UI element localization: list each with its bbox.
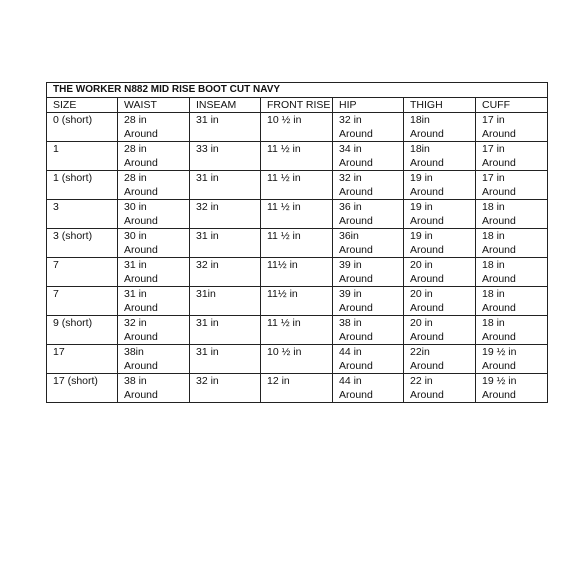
cell-text: Around xyxy=(339,302,373,314)
cell-hip xyxy=(333,258,404,287)
cell-text: 11½ in xyxy=(267,288,298,300)
cell-text: 18in xyxy=(410,114,430,126)
cell-text: 44 in xyxy=(339,346,362,358)
cell-text: 11 ½ in xyxy=(267,201,301,213)
cell-hip xyxy=(333,229,404,258)
cell-size xyxy=(47,316,118,345)
cell-text: 18 in xyxy=(482,317,505,329)
cell-text: 38 in xyxy=(339,317,362,329)
cell-text: Around xyxy=(124,128,158,140)
cell-text: 30 in xyxy=(124,230,147,242)
cell-text: 12 in xyxy=(267,375,290,387)
cell-hip xyxy=(333,200,404,229)
cell-thigh xyxy=(404,229,476,258)
cell-size xyxy=(47,258,118,287)
cell-text: 10 ½ in xyxy=(267,346,302,358)
cell-text: Around xyxy=(124,331,158,343)
cell-hip xyxy=(333,287,404,316)
cell-text: Around xyxy=(339,186,373,198)
cell-text: 28 in xyxy=(124,143,147,155)
cell-front-rise xyxy=(261,316,333,345)
cell-text: Around xyxy=(339,215,373,227)
cell-hip xyxy=(333,345,404,374)
cell-text: Around xyxy=(482,360,516,372)
cell-text: 18 in xyxy=(482,201,505,213)
cell-hip xyxy=(333,316,404,345)
cell-text: 19 in xyxy=(410,172,433,184)
cell-text: 11½ in xyxy=(267,259,298,271)
cell-text: 31 in xyxy=(196,346,219,358)
cell-text: Around xyxy=(339,331,373,343)
cell-text: Around xyxy=(482,186,516,198)
cell-text: Around xyxy=(482,157,516,169)
cell-text: 19 ½ in xyxy=(482,346,517,358)
cell-text: 33 in xyxy=(196,143,219,155)
cell-text: 38 in xyxy=(124,375,147,387)
cell-text: Around xyxy=(410,244,444,256)
header-thigh: THIGH xyxy=(404,98,476,113)
cell-text: 11 ½ in xyxy=(267,172,301,184)
cell-text: 31 in xyxy=(124,259,147,271)
cell-text: Around xyxy=(482,244,516,256)
cell-inseam xyxy=(190,229,261,258)
cell-text: 32 in xyxy=(339,172,362,184)
cell-text: Around xyxy=(124,244,158,256)
cell-text: Around xyxy=(124,389,158,401)
cell-text: 1 xyxy=(53,143,59,155)
cell-thigh xyxy=(404,171,476,200)
cell-text: 17 in xyxy=(482,172,505,184)
cell-text: 18in xyxy=(410,143,430,155)
table-row xyxy=(47,171,548,200)
table-row xyxy=(47,374,548,403)
cell-waist xyxy=(118,345,190,374)
cell-front-rise xyxy=(261,171,333,200)
cell-text: Around xyxy=(410,360,444,372)
header-front-rise: FRONT RISE xyxy=(261,98,333,113)
cell-waist xyxy=(118,113,190,142)
cell-text: 10 ½ in xyxy=(267,114,302,126)
cell-thigh xyxy=(404,287,476,316)
cell-text: Around xyxy=(339,360,373,372)
cell-cuff xyxy=(476,345,548,374)
cell-size xyxy=(47,374,118,403)
cell-text: Around xyxy=(124,186,158,198)
cell-text: 11 ½ in xyxy=(267,317,301,329)
cell-text: 30 in xyxy=(124,201,147,213)
cell-cuff xyxy=(476,258,548,287)
cell-thigh xyxy=(404,258,476,287)
cell-text: 0 (short) xyxy=(53,114,93,126)
table-title: THE WORKER N882 MID RISE BOOT CUT NAVY xyxy=(47,83,548,98)
cell-text: Around xyxy=(410,215,444,227)
cell-text: 32 in xyxy=(339,114,362,126)
table-row xyxy=(47,229,548,258)
cell-inseam xyxy=(190,200,261,229)
cell-waist xyxy=(118,316,190,345)
cell-text: Around xyxy=(339,273,373,285)
cell-text: 36 in xyxy=(339,201,362,213)
cell-cuff xyxy=(476,287,548,316)
cell-text: Around xyxy=(339,128,373,140)
cell-text: 31 in xyxy=(196,317,219,329)
cell-text: 7 xyxy=(53,259,59,271)
cell-thigh xyxy=(404,142,476,171)
cell-text: 17 (short) xyxy=(53,375,98,387)
cell-text: 31 in xyxy=(124,288,147,300)
cell-text: Around xyxy=(482,302,516,314)
cell-inseam xyxy=(190,171,261,200)
cell-size xyxy=(47,345,118,374)
cell-waist xyxy=(118,374,190,403)
cell-text: 19 ½ in xyxy=(482,375,517,387)
cell-inseam xyxy=(190,374,261,403)
cell-text: Around xyxy=(482,215,516,227)
cell-text: Around xyxy=(339,244,373,256)
cell-inseam xyxy=(190,345,261,374)
cell-text: 9 (short) xyxy=(53,317,93,329)
cell-text: 17 xyxy=(53,346,65,358)
cell-hip xyxy=(333,171,404,200)
cell-front-rise xyxy=(261,258,333,287)
table-row xyxy=(47,113,548,142)
cell-text: 19 in xyxy=(410,201,433,213)
cell-size xyxy=(47,200,118,229)
header-cuff: CUFF xyxy=(476,98,548,113)
cell-hip xyxy=(333,374,404,403)
title-row xyxy=(47,83,548,98)
cell-text: 44 in xyxy=(339,375,362,387)
table-row xyxy=(47,258,548,287)
cell-text: 11 ½ in xyxy=(267,230,301,242)
table-row xyxy=(47,142,548,171)
cell-inseam xyxy=(190,142,261,171)
cell-text: Around xyxy=(410,331,444,343)
cell-text: 31 in xyxy=(196,172,219,184)
cell-text: Around xyxy=(482,128,516,140)
cell-waist xyxy=(118,258,190,287)
cell-text: Around xyxy=(482,331,516,343)
cell-text: 20 in xyxy=(410,259,433,271)
cell-front-rise xyxy=(261,200,333,229)
cell-text: 38in xyxy=(124,346,144,358)
cell-text: 34 in xyxy=(339,143,362,155)
cell-cuff xyxy=(476,200,548,229)
table-row xyxy=(47,316,548,345)
table-row xyxy=(47,345,548,374)
table-row xyxy=(47,200,548,229)
cell-text: 32 in xyxy=(124,317,147,329)
cell-thigh xyxy=(404,316,476,345)
cell-text: Around xyxy=(410,389,444,401)
cell-hip xyxy=(333,142,404,171)
cell-cuff xyxy=(476,374,548,403)
cell-text: 28 in xyxy=(124,114,147,126)
header-inseam: INSEAM xyxy=(190,98,261,113)
cell-front-rise xyxy=(261,113,333,142)
cell-text: Around xyxy=(124,360,158,372)
cell-text: 22in xyxy=(410,346,430,358)
cell-inseam xyxy=(190,113,261,142)
cell-cuff xyxy=(476,171,548,200)
cell-cuff xyxy=(476,142,548,171)
cell-text: 18 in xyxy=(482,288,505,300)
cell-inseam xyxy=(190,316,261,345)
header-waist: WAIST xyxy=(118,98,190,113)
cell-size xyxy=(47,229,118,258)
cell-thigh xyxy=(404,113,476,142)
cell-text: 18 in xyxy=(482,230,505,242)
cell-text: Around xyxy=(410,302,444,314)
cell-inseam xyxy=(190,287,261,316)
cell-front-rise xyxy=(261,142,333,171)
cell-text: 31 in xyxy=(196,230,219,242)
cell-text: 7 xyxy=(53,288,59,300)
cell-text: Around xyxy=(410,186,444,198)
cell-text: 3 xyxy=(53,201,59,213)
cell-front-rise xyxy=(261,229,333,258)
cell-size xyxy=(47,171,118,200)
cell-text: Around xyxy=(124,302,158,314)
cell-cuff xyxy=(476,113,548,142)
cell-text: 20 in xyxy=(410,317,433,329)
cell-thigh xyxy=(404,374,476,403)
cell-text: 36in xyxy=(339,230,359,242)
cell-front-rise xyxy=(261,345,333,374)
cell-text: 19 in xyxy=(410,230,433,242)
cell-text: Around xyxy=(410,157,444,169)
cell-text: Around xyxy=(339,157,373,169)
cell-waist xyxy=(118,171,190,200)
cell-text: Around xyxy=(410,273,444,285)
size-chart-table xyxy=(46,82,548,403)
cell-text: 31in xyxy=(196,288,216,300)
cell-thigh xyxy=(404,345,476,374)
cell-size xyxy=(47,287,118,316)
cell-waist xyxy=(118,287,190,316)
cell-cuff xyxy=(476,229,548,258)
table-body xyxy=(47,113,548,403)
cell-text: Around xyxy=(482,389,516,401)
cell-size xyxy=(47,142,118,171)
cell-text: 3 (short) xyxy=(53,230,93,242)
cell-text: Around xyxy=(124,215,158,227)
cell-text: 32 in xyxy=(196,375,219,387)
cell-waist xyxy=(118,142,190,171)
cell-text: 39 in xyxy=(339,288,362,300)
cell-size xyxy=(47,113,118,142)
table-row xyxy=(47,287,548,316)
cell-text: 17 in xyxy=(482,143,505,155)
cell-text: 1 (short) xyxy=(53,172,93,184)
cell-thigh xyxy=(404,200,476,229)
cell-text: 32 in xyxy=(196,201,219,213)
cell-text: Around xyxy=(124,273,158,285)
cell-text: 22 in xyxy=(410,375,433,387)
cell-text: Around xyxy=(124,157,158,169)
header-row xyxy=(47,98,548,113)
cell-cuff xyxy=(476,316,548,345)
cell-waist xyxy=(118,200,190,229)
cell-text: 17 in xyxy=(482,114,505,126)
cell-hip xyxy=(333,113,404,142)
cell-text: 31 in xyxy=(196,114,219,126)
cell-text: Around xyxy=(339,389,373,401)
cell-text: 39 in xyxy=(339,259,362,271)
cell-text: 20 in xyxy=(410,288,433,300)
cell-text: Around xyxy=(410,128,444,140)
header-size: SIZE xyxy=(47,98,118,113)
cell-text: 11 ½ in xyxy=(267,143,301,155)
cell-front-rise xyxy=(261,374,333,403)
cell-front-rise xyxy=(261,287,333,316)
cell-text: Around xyxy=(482,273,516,285)
cell-text: 28 in xyxy=(124,172,147,184)
cell-waist xyxy=(118,229,190,258)
cell-inseam xyxy=(190,258,261,287)
cell-text: 32 in xyxy=(196,259,219,271)
cell-text: 18 in xyxy=(482,259,505,271)
header-hip: HIP xyxy=(333,98,404,113)
